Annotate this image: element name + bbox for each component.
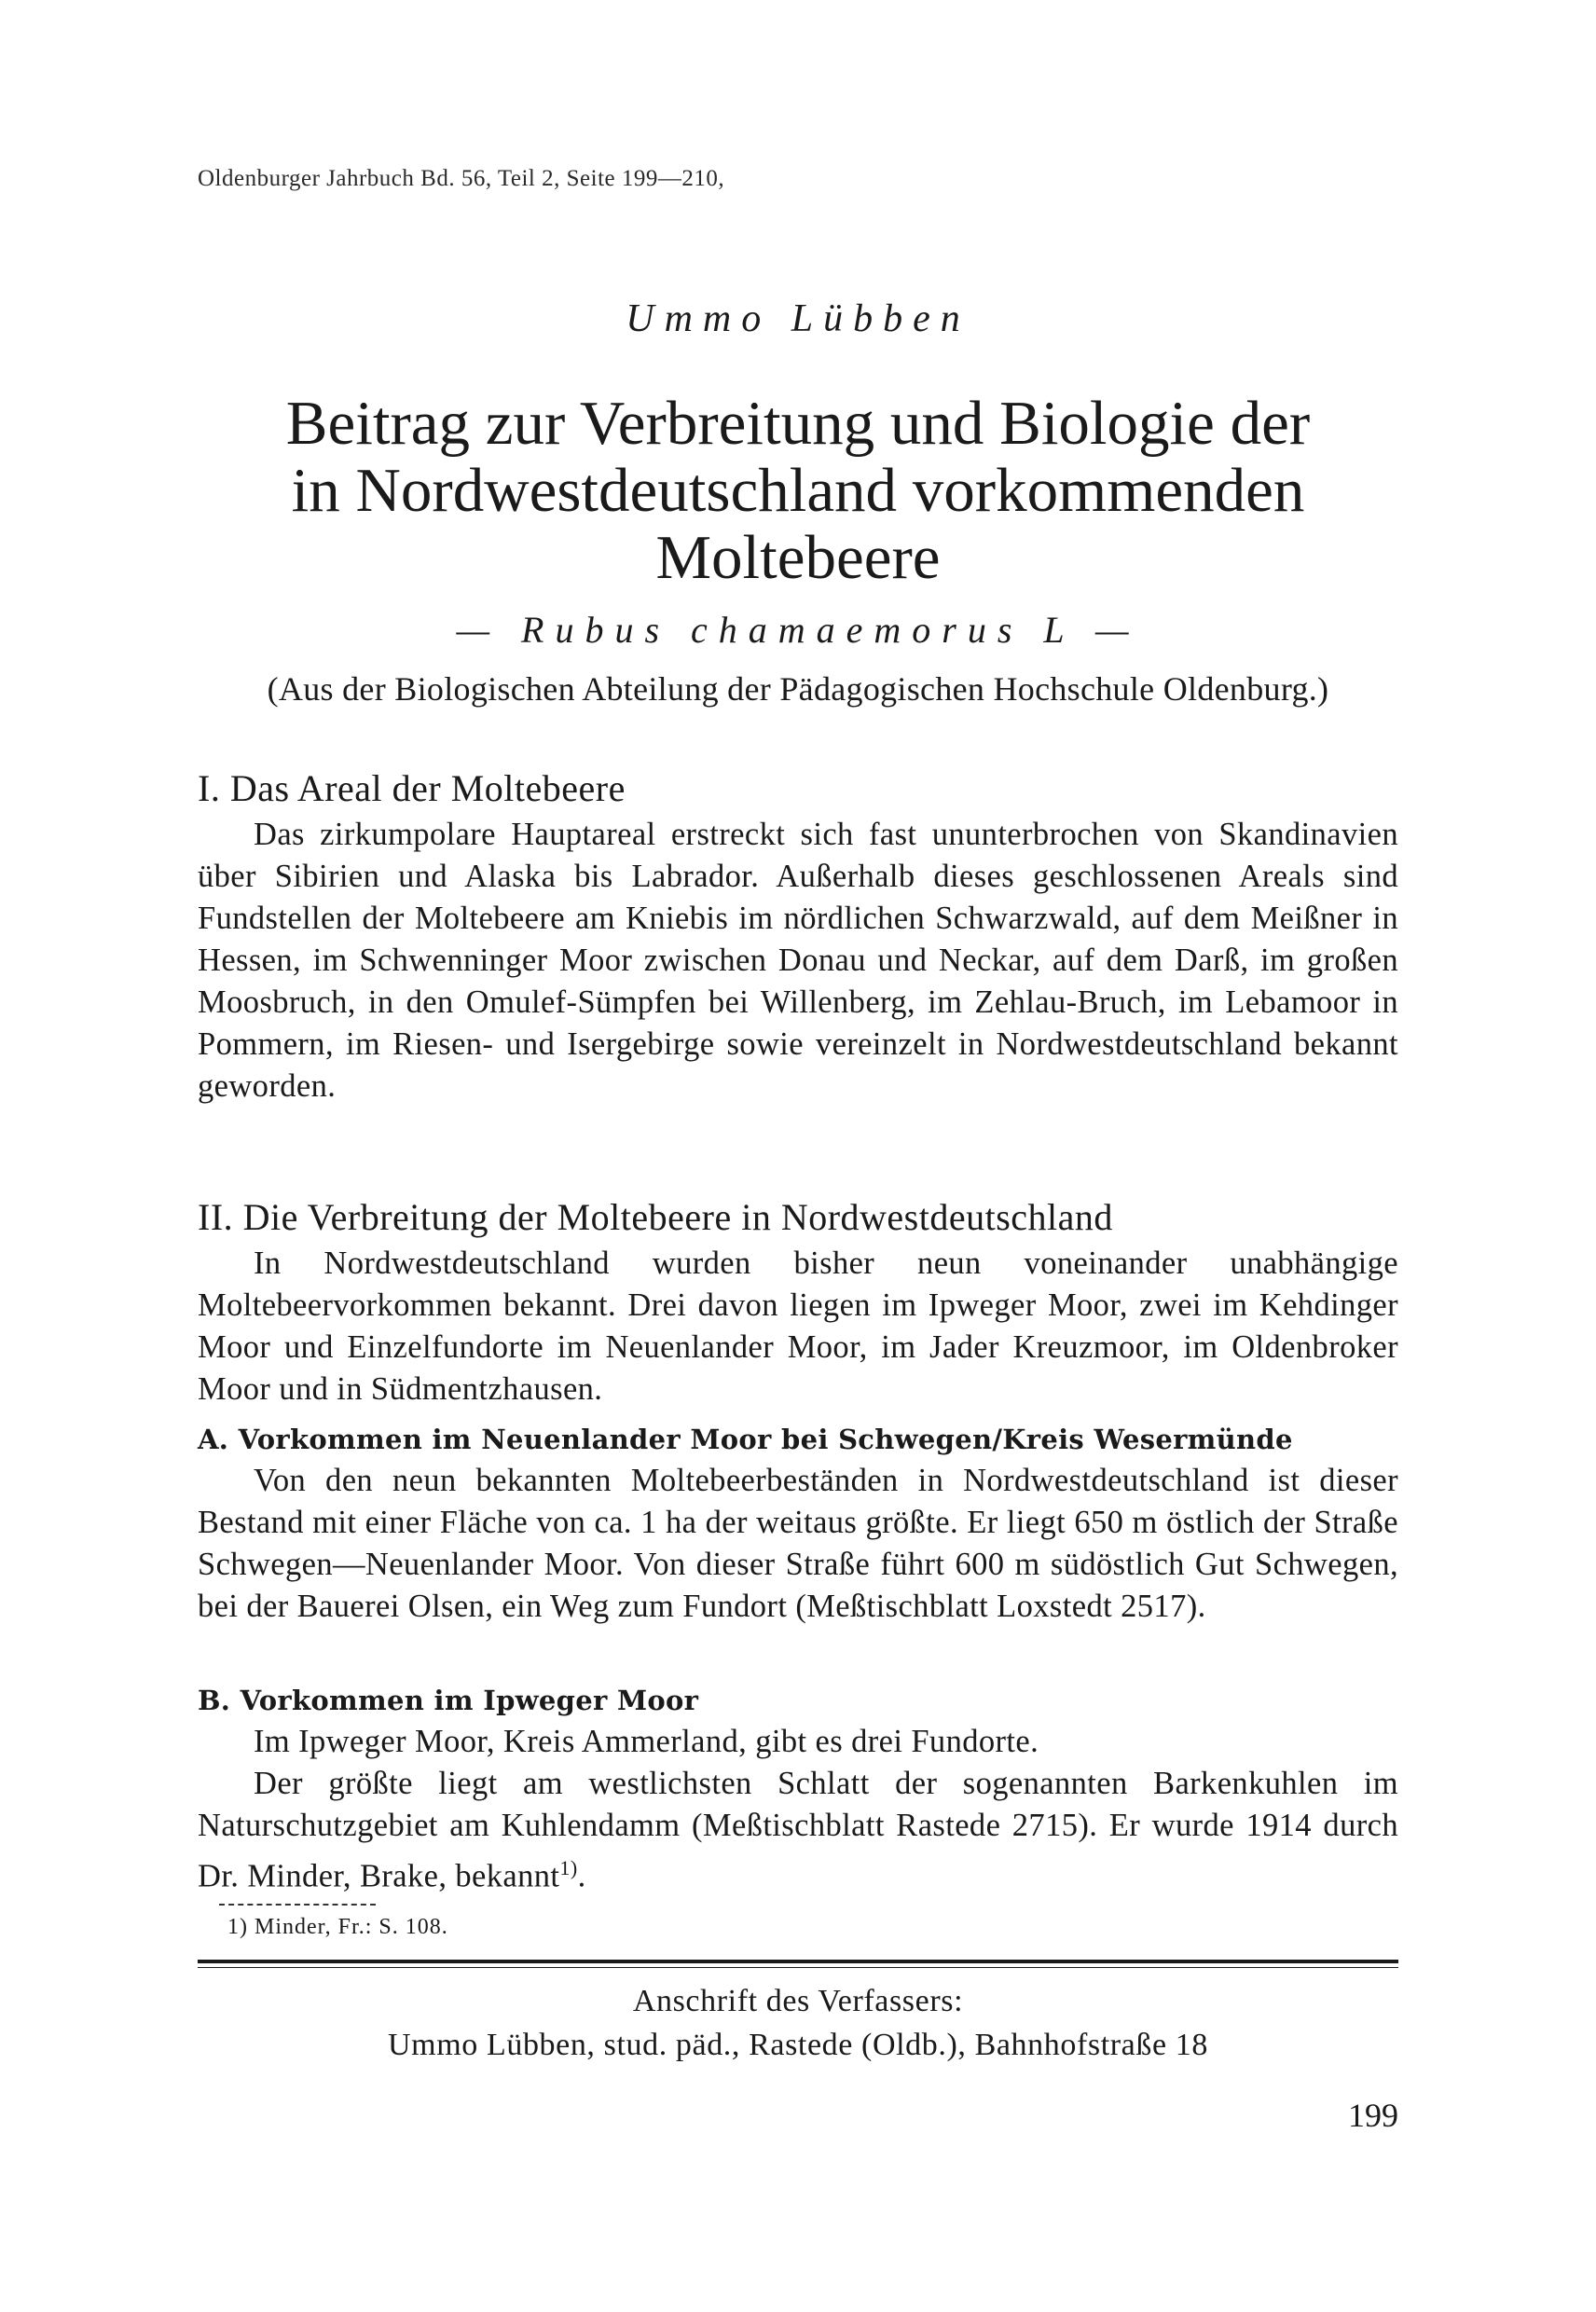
address-label: Anschrift des Verfassers: [632,1984,964,2018]
address-line: Ummo Lübben, stud. päd., Rastede (Oldb.), Bahnhofstraße 18 [388,2028,1208,2062]
subsection-a-paragraph: Von den neun bekannten Moltebeerbeständen in Nordwestdeutschland ist dieser Bestand mit einer Fläche von ca. 1 ha der weitaus größte. Er liegt 650 m östlich der Straße Schwegen—Neuenlander Moor. Von dieser Straße führt 600 m südöstlich Gut Schwegen, bei der Bauerei Olsen, ein Weg zum Fundort (Meßtischblatt Loxstedt 2517). [198,1463,1398,1624]
subsection-b-paragraph-2-text: Der größte liegt am westlichsten Schlatt der sogenannten Barkenkuhlen im Naturschutzgebiet am Kuhlendamm (Meßtischblatt Rastede 2715). Er wurde 1914 durch Dr. Minder, Brake, bekannt [198,1766,1398,1894]
running-head: Oldenburger Jahrbuch Bd. 56, Teil 2, Seite 199—210, [198,166,725,191]
affiliation: (Aus der Biologischen Abteilung der Pädagogischen Hochschule Oldenburg.) [267,670,1329,708]
subsection-b-paragraph-2 [198,1763,1398,1898]
author-name: Ummo Lübben [626,297,970,340]
section-1-paragraph: Das zirkumpolare Hauptareal erstreckt sich fast ununterbrochen von Skandinavien über Sibirien und Alaska bis Labrador. Außerhalb dieses geschlossenen Areals sind Fundstellen der Moltebeere am Kniebis im nördlichen Schwarzwald, auf dem Meißner in Hessen, im Schwenninger Moor zwischen Donau und Neckar, auf dem Darß, im großen Moosbruch, in den Omulef-Sümpfen bei Willenberg, im Zehlau-Bruch, im Lebamoor in Pommern, im Riesen- und Isergebirge sowie vereinzelt in Nordwestdeutschland bekannt geworden. [198,817,1398,1104]
subsection-b-paragraph-2-end: . [577,1858,586,1894]
subsection-a-heading: A. Vorkommen im Neuenlander Moor bei Schwegen/Kreis Wesermünde [198,1424,1293,1455]
section-2-heading: II. Die Verbreitung der Moltebeere in Nordwestdeutschland [198,1196,1113,1238]
section-2-paragraph: In Nordwestdeutschland wurden bisher neun voneinander unabhängige Moltebeervorkommen bekannt. Drei davon liegen im Ipweger Moor, zwei im Kehdinger Moor und Einzelfundorte im Neuenlander Moor, im Jader Kreuzmoor, im Oldenbroker Moor und in Südmentzhausen. [198,1245,1398,1407]
address-rule-thin [198,1967,1398,1968]
section-1-body [198,814,1398,1108]
footnote-separator [219,1904,376,1906]
article-title [198,390,1398,591]
article-subtitle: — Rubus chamaemorus L — [456,609,1140,651]
subsection-a-body [198,1460,1398,1628]
subsection-b-body [198,1721,1398,1898]
address-rule-thick [198,1960,1398,1963]
title-line-2: in Nordwestdeutschland vorkommenden [291,456,1305,525]
section-2-body [198,1243,1398,1411]
title-line-3: Moltebeere [655,523,941,592]
page-number: 199 [1348,2097,1398,2134]
section-1-heading: I. Das Areal der Moltebeere [198,767,626,809]
title-line-1: Beitrag zur Verbreitung und Biologie der [285,389,1311,458]
subsection-b-heading: B. Vorkommen im Ipweger Moor [198,1685,699,1716]
footnote-reference: 1) [559,1856,578,1879]
footnote: 1) Minder, Fr.: S. 108. [227,1915,448,1939]
subsection-b-paragraph-1: Im Ipweger Moor, Kreis Ammerland, gibt es drei Fundorte. [254,1724,1039,1759]
